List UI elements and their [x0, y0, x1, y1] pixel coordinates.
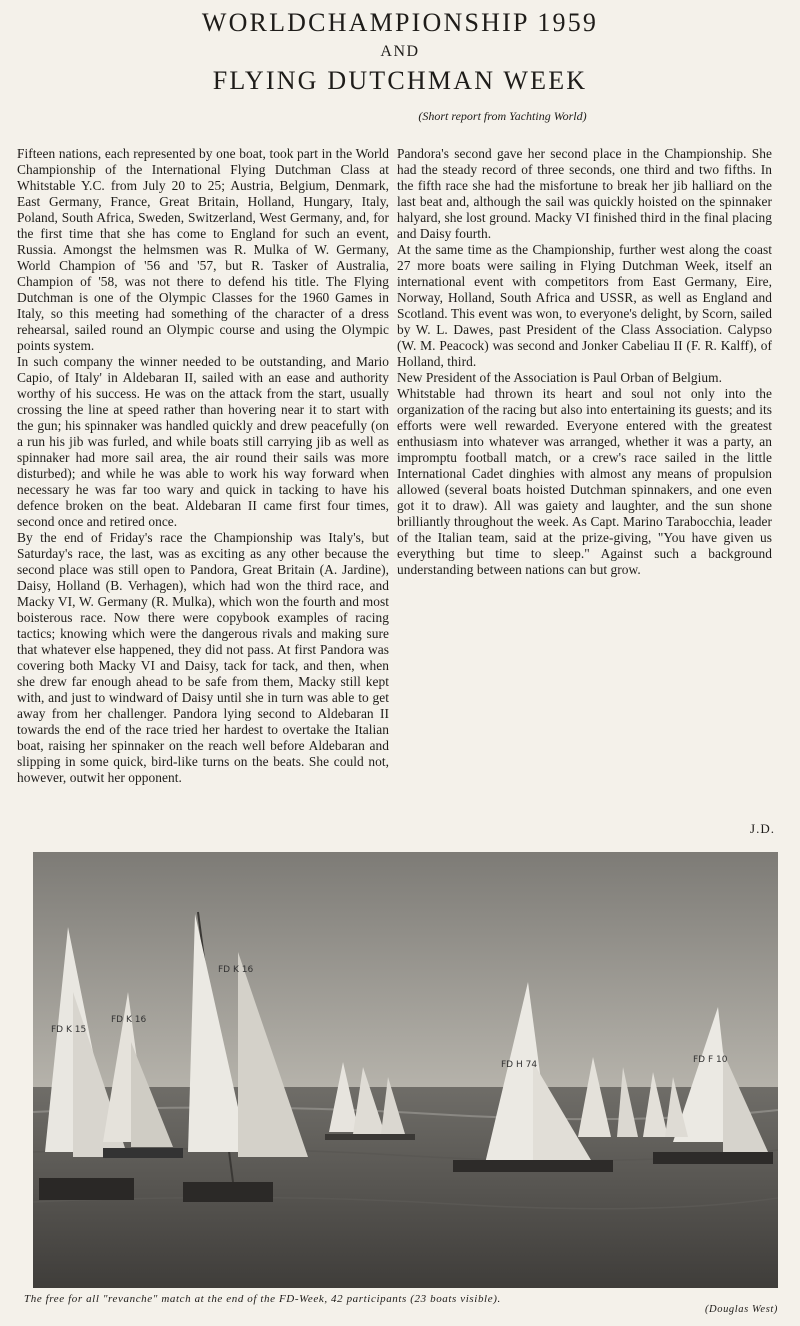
- column-left: [17, 146, 389, 832]
- sail-mark-4: FD H 74: [501, 1060, 538, 1070]
- title-line-3: FLYING DUTCHMAN WEEK: [212, 66, 588, 95]
- paragraph-6: New President of the Association is Paul Orban of Belgium.: [397, 370, 722, 385]
- paragraph-2: In such company the winner needed to be outstanding, and Mario Capio, of Italy' in Aldebaran II, sailed with an ease and authority worthy of his success. He was on the attack from the start, usually crossing the line at speed rather than hovering near it to start with the gun; his spinnaker was handled quickly and drew peacefully (on a run his jib was furled, and while boats still carrying jib as well as spinnaker had more sail area, the air round their sails was more disturbed); and while he was able to work his way forward when necessary he was far too wary and quick in tacking to have his defence broken on the beat. Aldebaran II came first four times, second once and retired once.: [17, 354, 389, 529]
- title-line-1: WORLDCHAMPIONSHIP 1959: [201, 8, 599, 37]
- sailboats-image: [33, 852, 778, 1288]
- sailing-photo: [33, 852, 778, 1288]
- sail-mark-1: FD K 15: [51, 1025, 87, 1035]
- photo-caption: The free for all "revanche" match at the end of the FD-Week, 42 participants (23 boats visible).: [24, 1293, 501, 1305]
- paragraph-3: By the end of Friday's race the Championship was Italy's, but Saturday's race, the last, was as exciting as any other because the second place was still open to Pandora, Great Britain (A. Jardine), Daisy, Holland (B. Verhagen), which had won the third race, and Macky VI, W. Germany (R. Mulka), which won the fourth and most boisterous race. Now there were copybook examples of racing tactics; knowing which were the dangerous rivals and making sure that whatever else happened, they did not pass. At first Pandora was covering both Macky VI and Daisy, tack for tack, and then, when she drew far enough ahead to be safe from them, Macky still kept with, and just to windward of Daisy until she in turn was able to get away from her challenger. Pandora lying second to Aldebaran II towards the end of the race tried her hardest to overtake the Italian boat, raising her spinnaker on the reach well before Aldebaran and slipping in some quick, bird-like turns on the beats. She could not, however, outwit her opponent.: [17, 530, 389, 785]
- article-header: [0, 8, 800, 124]
- sail-mark-2: FD K 16: [111, 1015, 147, 1025]
- sail-mark-3: FD K 16: [218, 965, 254, 975]
- column-right: [397, 146, 772, 810]
- paragraph-5: At the same time as the Championship, further west along the coast 27 more boats were sailing in Flying Dutchman Week, itself an international event with competitors from East Germany, Eire, Norway, Holland, South Africa and USSR, as well as England and Scotland. This event was won, to everyone's delight, by Scorn, sailed by W. L. Dawes, past President of the Class Association. Calypso (W. M. Peacock) was second and Jonker Cabeliau II (F. R. Kalff), of Holland, third.: [397, 242, 772, 369]
- subtitle: (Short report from Yachting World): [418, 109, 587, 123]
- paragraph-1: Fifteen nations, each represented by one boat, took part in the World Championship of the International Flying Dutchman Class at Whitstable Y.C. from July 20 to 25; Austria, Belgium, Denmark, East Germany, France, Great Britain, Holland, Hungary, Italy, Poland, South Africa, Sweden, Switzerland, West Germany, and, for the first time that she has come to England for such an event, Russia. Amongst the helmsmen was R. Mulka of W. Germany, World Champion of '56 and '57, but R. Tasker of Australia, Champion of '58, was not there to defend his title. The Flying Dutchman is one of the Olympic Classes for the 1960 Games in Italy, so this meeting had something of the character of a dress rehearsal, sailed round an Olympic course and using the Olympic points system.: [17, 146, 389, 353]
- author-signature: J.D.: [750, 821, 775, 836]
- title-line-2: AND: [380, 43, 420, 60]
- paragraph-4: Pandora's second gave her second place in the Championship. She had the steady record of three seconds, one third and two fifths. In the fifth race she had the misfortune to break her jib halliard on the last beat and, although the sail was quickly hoisted on the spinnaker halyard, she lost ground. Macky VI finished third in the final placing and Daisy fourth.: [397, 146, 772, 241]
- photo-credit: (Douglas West): [704, 1304, 778, 1315]
- sail-mark-5: FD F 10: [693, 1055, 728, 1065]
- paragraph-7: Whitstable had thrown its heart and soul not only into the organization of the racing but also into entertaining its guests; and its efforts were well rewarded. Everyone entered with the greatest enthusiasm into whatever was arranged, whether it was a party, an impromptu football match, or a crew's race sailed in the little International Cadet dinghies with almost any means of propulsion allowed (several boats hoisted Dutchman spinnakers, and one even got it to draw). All was gaiety and laughter, and the sun shone brilliantly throughout the week. As Capt. Marino Tarabocchia, leader of the Italian team, said at the prize-giving, "You have given us everything but time to sleep." Against such a background understanding between nations can but grow.: [397, 386, 772, 577]
